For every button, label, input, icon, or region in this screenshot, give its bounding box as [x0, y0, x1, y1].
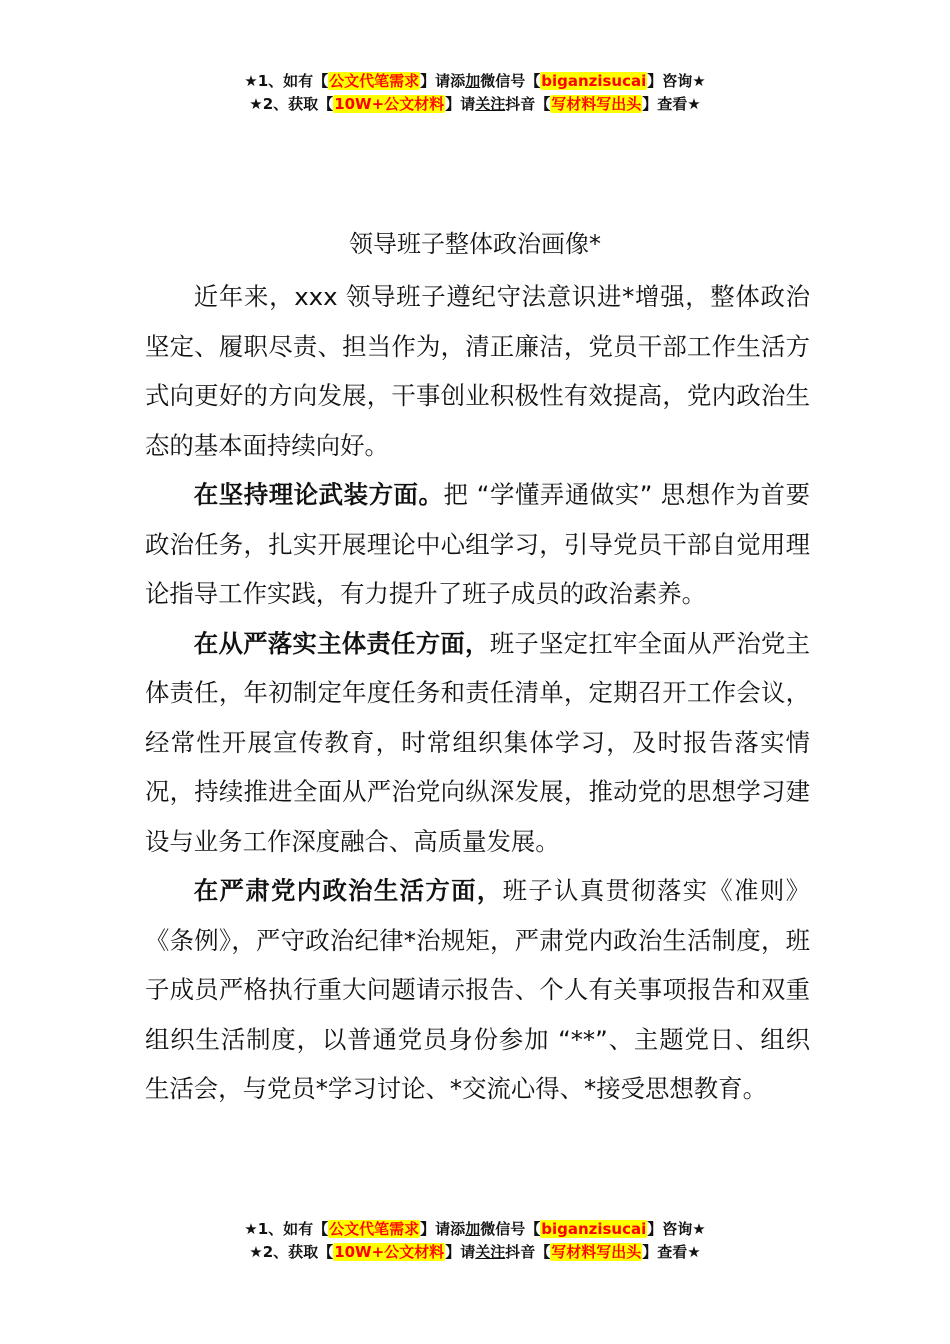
paragraph-heading: 在坚持理论武装方面。 [193, 480, 444, 509]
banner-text: 】查看★ [642, 95, 701, 113]
banner-text: ★2、获取【 [249, 95, 334, 113]
banner-text: 】请添 [420, 72, 466, 90]
highlight-service: 公文代笔需求 [329, 72, 420, 90]
highlight-materials: 10W+公文材料 [334, 1243, 445, 1261]
banner-text: 抖音【 [505, 95, 551, 113]
paragraph-text: 班子认真贯彻落实《准则》《条例》，严守政治纪律*治规矩，严肃党内政治生活制度，班子成员严格执行重大问题请示报告、个人有关事项报告和双重组织生活制度，以普通党员身份参加 “**”、主题党日、组织生活会，与党员*学习讨论、*交流心得、*接受思想教育。 [145, 876, 810, 1103]
document-body [145, 272, 810, 1114]
highlight-wechat-id: biganzisucai [541, 1220, 647, 1238]
highlight-douyin: 写材料写出头 [551, 1243, 642, 1261]
banner-text: 抖音【 [505, 1243, 551, 1261]
banner-text: 】请 [445, 95, 476, 113]
header-banner [0, 70, 950, 116]
banner-text: 微信号【 [480, 72, 541, 90]
banner-line-2 [0, 93, 950, 116]
highlight-service: 公文代笔需求 [329, 1220, 420, 1238]
banner-text: 】咨询★ [647, 72, 706, 90]
banner-line-1 [0, 1218, 950, 1241]
banner-text: 微信号【 [480, 1220, 541, 1238]
paragraph-theory [145, 470, 810, 619]
banner-text: 关注 [475, 95, 506, 113]
paragraph-heading: 在严肃党内政治生活方面， [193, 876, 503, 905]
paragraph-text: 班子坚定扛牢全面从严治党主体责任，年初制定年度任务和责任清单，定期召开工作会议，经常性开展宣传教育，时常组织集体学习，及时报告落实情况，持续推进全面从严治党向纵深发展，推动党的思想学习建设与业务工作深度融合、高质量发展。 [145, 628, 810, 856]
highlight-materials: 10W+公文材料 [334, 95, 445, 113]
highlight-douyin: 写材料写出头 [551, 95, 642, 113]
paragraph-heading: 在从严落实主体责任方面， [193, 628, 490, 658]
banner-text: 关注 [475, 1243, 506, 1261]
banner-text: 】请添 [420, 1220, 466, 1238]
footer-banner [0, 1218, 950, 1264]
paragraph-text: 把 “学懂弄通做实” 思想作为首要政治任务，扎实开展理论中心组学习，引导党员干部自觉用理论指导工作实践，有力提升了班子成员的政治素养。 [145, 480, 810, 608]
banner-text: 加 [465, 72, 481, 90]
banner-text: 加 [465, 1220, 481, 1238]
banner-text: 】查看★ [642, 1243, 701, 1261]
paragraph-responsibility [145, 619, 810, 867]
banner-text: 】请 [445, 1243, 476, 1261]
highlight-wechat-id: biganzisucai [541, 72, 647, 90]
banner-line-2 [0, 1241, 950, 1264]
banner-line-1 [0, 70, 950, 93]
banner-text: 】咨询★ [647, 1220, 706, 1238]
document-title: 领导班子整体政治画像* [349, 230, 601, 258]
banner-text: ★1、如有【 [244, 1220, 329, 1238]
paragraph-intro: 近年来，xxx 领导班子遵纪守法意识进*增强，整体政治坚定、履职尽责、担当作为，清正廉洁，党员干部工作生活方式向更好的方向发展，干事创业积极性有效提高，党内政治生态的基本面持续向好。 [145, 282, 810, 460]
banner-text: ★1、如有【 [244, 72, 329, 90]
banner-text: ★2、获取【 [249, 1243, 334, 1261]
paragraph-political-life [145, 866, 810, 1114]
